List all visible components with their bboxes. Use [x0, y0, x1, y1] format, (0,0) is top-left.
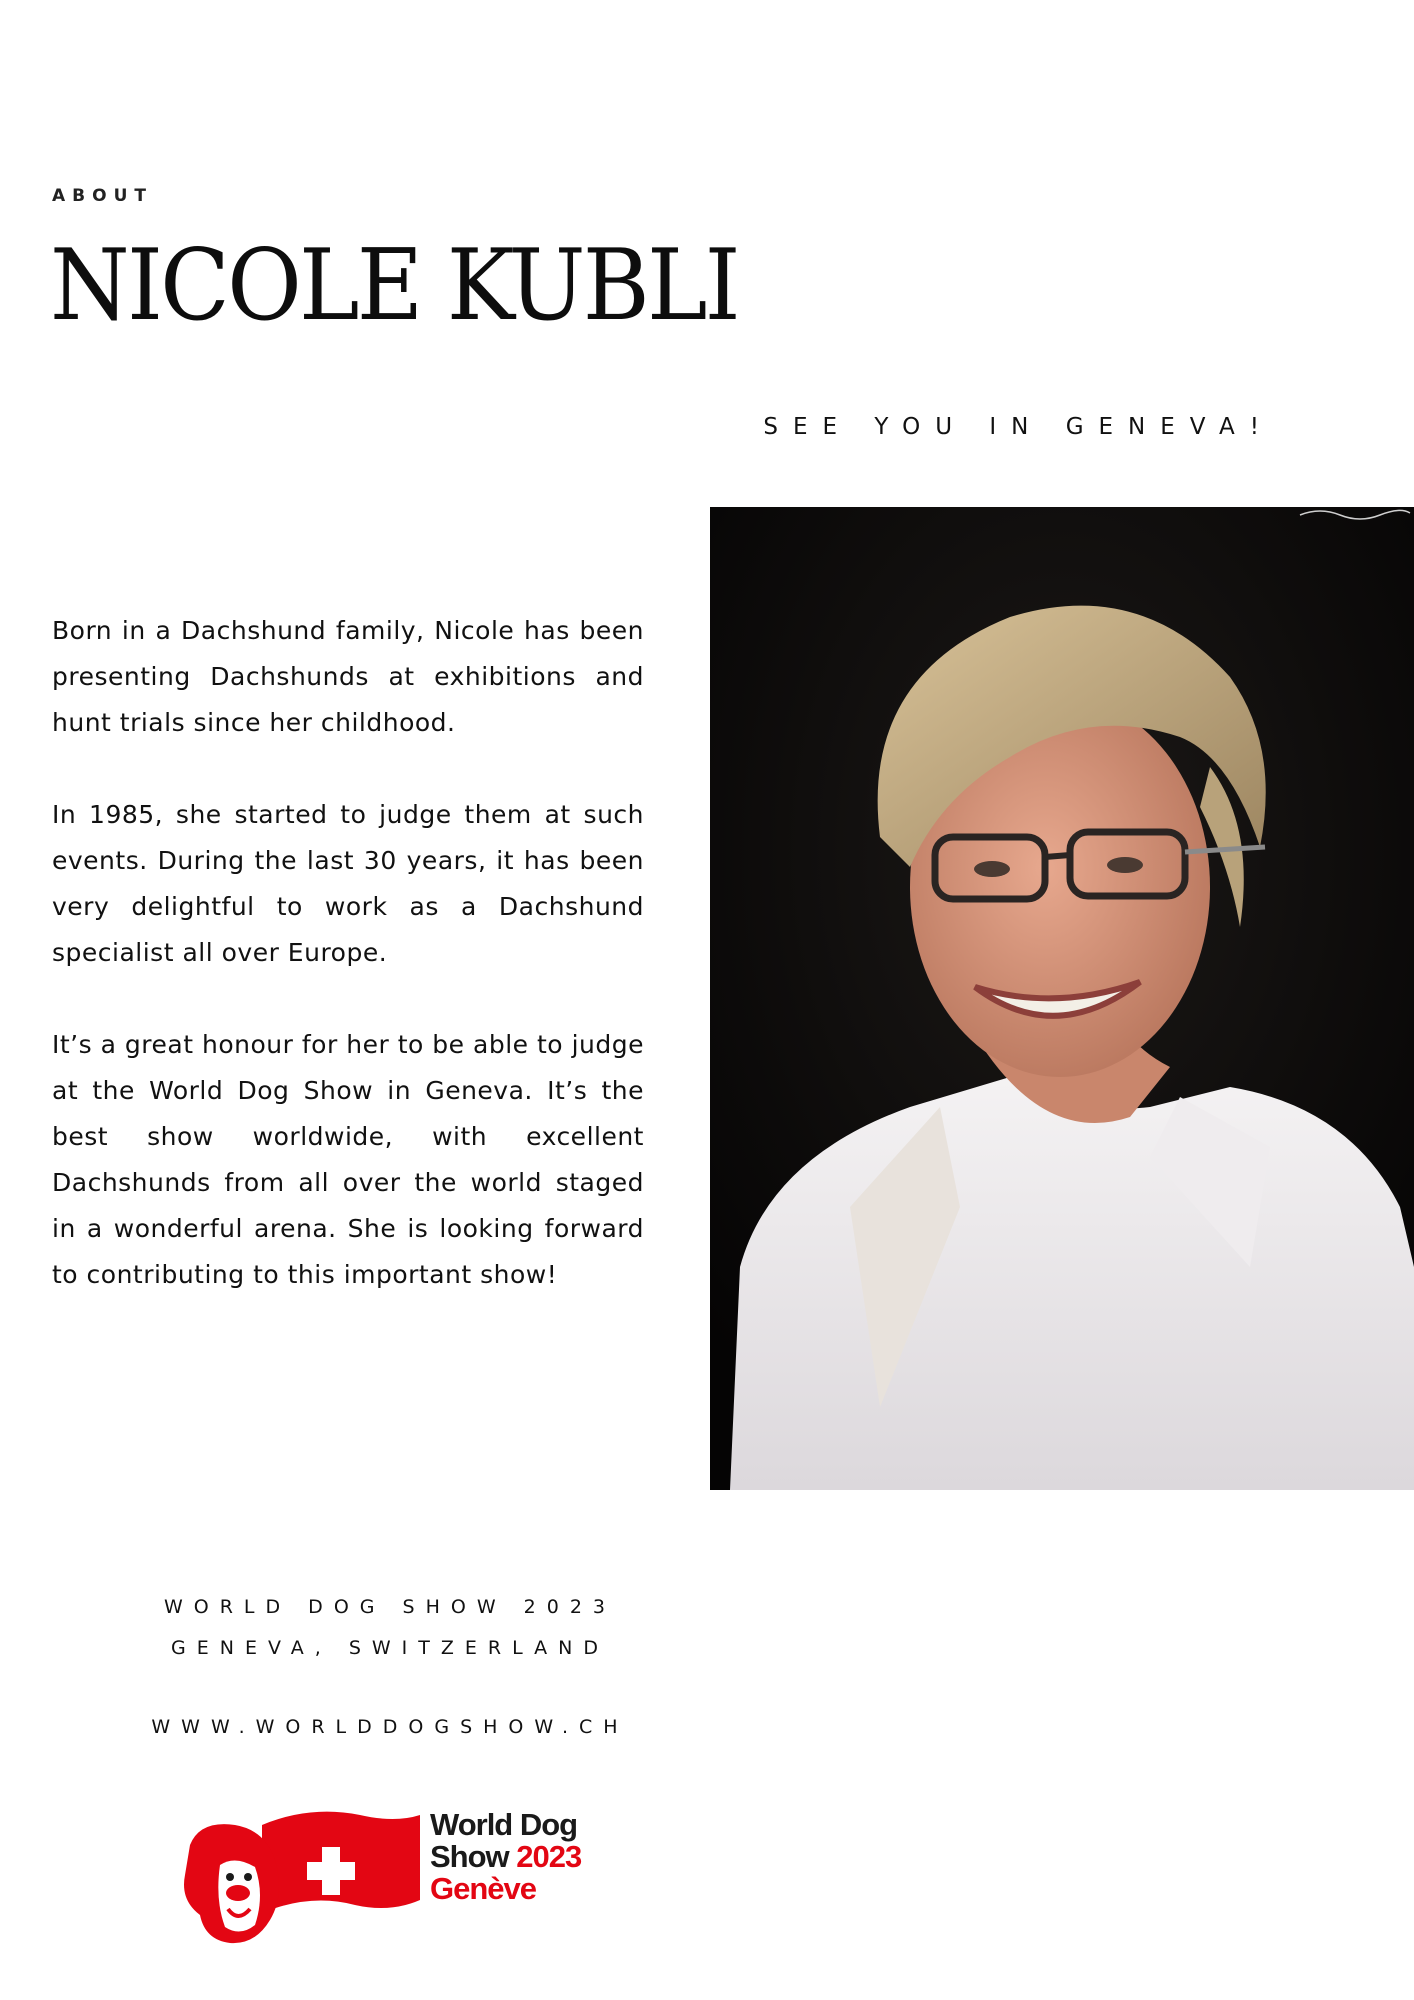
logo-wordmark [430, 1809, 581, 1905]
bio-section [52, 608, 644, 1344]
tagline: SEE YOU IN GENEVA! [763, 414, 1274, 440]
bio-paragraph-2: In 1985, she started to judge them at such events. During the last 30 years, it has been very delightful to work as a Dachshund specialist all over Europe. [52, 800, 644, 967]
dog-flag-icon [180, 1805, 420, 1950]
about-label: ABOUT [52, 186, 153, 206]
bio-paragraph-1: Born in a Dachshund family, Nicole has been presenting Dachshunds at exhibitions and hunt trials since her childhood. [52, 616, 644, 737]
bio-paragraph-3: It’s a great honour for her to be able to judge at the World Dog Show in Geneva. It’s the best show worldwide, with excellent Dachshunds from all over the world staged in a wonderful arena. She is looking forward to contributing to this important show! [52, 1030, 644, 1289]
footer-location-line: GENEVA, SWITZERLAND [171, 1637, 609, 1659]
footer-website-link[interactable]: WWW.WORLDDOGSHOW.CH [151, 1716, 629, 1738]
page-title: NICOLE KUBLI [50, 229, 738, 343]
world-dog-show-logo [180, 1805, 620, 1950]
footer-event-line: WORLD DOG SHOW 2023 [163, 1596, 617, 1618]
logo-line-1: World Dog [430, 1807, 578, 1842]
portrait-photo [710, 507, 1414, 1490]
logo-line-2a: Show [430, 1839, 517, 1874]
portrait-illustration [710, 507, 1414, 1490]
logo-line-2b: 2023 [516, 1839, 582, 1874]
logo-line-3: Genève [430, 1871, 537, 1906]
